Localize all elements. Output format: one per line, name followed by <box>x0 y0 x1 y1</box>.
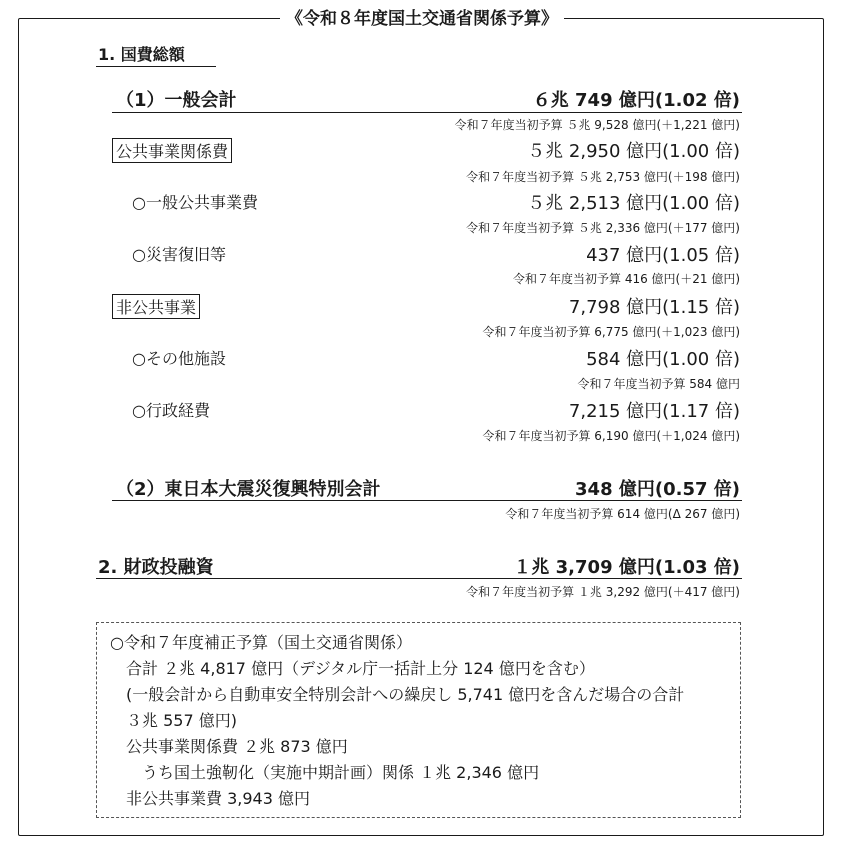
reconstruction-account-amount: 348 億円(0.57 倍) <box>575 479 740 500</box>
frame-title-wrap <box>0 4 844 29</box>
non-public-works-label: 非公共事業 <box>112 294 200 319</box>
section-2-label: 2. 財政投融資 <box>98 557 214 578</box>
note-line: 非公共事業費 3,943 億円 <box>110 789 310 808</box>
other-facilities-amount: 584 億円(1.00 倍) <box>586 349 740 370</box>
non-public-works-amount: 7,798 億円(1.15 倍) <box>568 297 740 318</box>
reconstruction-account-underline <box>112 500 742 501</box>
public-works-prev: 令和７年度当初予算 ５兆 2,753 億円(＋198 億円) <box>466 170 740 184</box>
section-2-underline <box>96 578 742 579</box>
section-2-amount: １兆 3,709 億円(1.03 倍) <box>513 557 740 578</box>
general-public-works-prev: 令和７年度当初予算 ５兆 2,336 億円(＋177 億円) <box>466 221 740 235</box>
admin-expenses-label: ○行政経費 <box>132 401 210 420</box>
public-works-amount: ５兆 2,950 億円(1.00 倍) <box>527 141 740 162</box>
note-line: ３兆 557 億円) <box>110 711 237 730</box>
note-line: うち国土強靭化（実施中期計画）関係 １兆 2,346 億円 <box>110 763 540 782</box>
disaster-recovery-label: ○災害復旧等 <box>132 245 226 264</box>
non-public-works-prev: 令和７年度当初予算 6,775 億円(＋1,023 億円) <box>482 325 740 339</box>
note-line: (一般会計から自動車安全特別会計への繰戻し 5,741 億円を含んだ場合の合計 <box>110 685 685 704</box>
general-account-amount: ６兆 749 億円(1.02 倍) <box>532 90 740 111</box>
admin-expenses-prev: 令和７年度当初予算 6,190 億円(＋1,024 億円) <box>482 429 740 443</box>
reconstruction-account-prev: 令和７年度当初予算 614 億円(Δ 267 億円) <box>505 507 740 521</box>
general-account-label: （1）一般会計 <box>116 90 237 111</box>
other-facilities-label: ○その他施設 <box>132 349 226 368</box>
section-1-underline <box>96 66 216 67</box>
disaster-recovery-prev: 令和７年度当初予算 416 億円(＋21 億円) <box>513 272 740 286</box>
disaster-recovery-amount: 437 億円(1.05 倍) <box>586 245 740 266</box>
other-facilities-prev: 令和７年度当初予算 584 億円 <box>577 377 740 391</box>
page-title: 《令和８年度国土交通省関係予算》 <box>280 9 564 29</box>
reconstruction-account-label: （2）東日本大震災復興特別会計 <box>116 479 381 500</box>
general-public-works-amount: ５兆 2,513 億円(1.00 倍) <box>527 193 740 214</box>
general-account-underline <box>112 112 742 113</box>
public-works-label: 公共事業関係費 <box>112 138 232 163</box>
note-line: 公共事業関係費 ２兆 873 億円 <box>110 737 348 756</box>
note-line: 合計 ２兆 4,817 億円（デジタル庁一括計上分 124 億円を含む） <box>110 659 595 678</box>
general-account-prev: 令和７年度当初予算 ５兆 9,528 億円(＋1,221 億円) <box>454 118 740 132</box>
note-line: ○令和７年度補正予算（国土交通省関係） <box>110 633 412 652</box>
general-public-works-label: ○一般公共事業費 <box>132 193 258 212</box>
section-1-label: 1. 国費総額 <box>98 45 185 64</box>
admin-expenses-amount: 7,215 億円(1.17 倍) <box>568 401 740 422</box>
section-2-prev: 令和７年度当初予算 １兆 3,292 億円(＋417 億円) <box>466 585 740 599</box>
